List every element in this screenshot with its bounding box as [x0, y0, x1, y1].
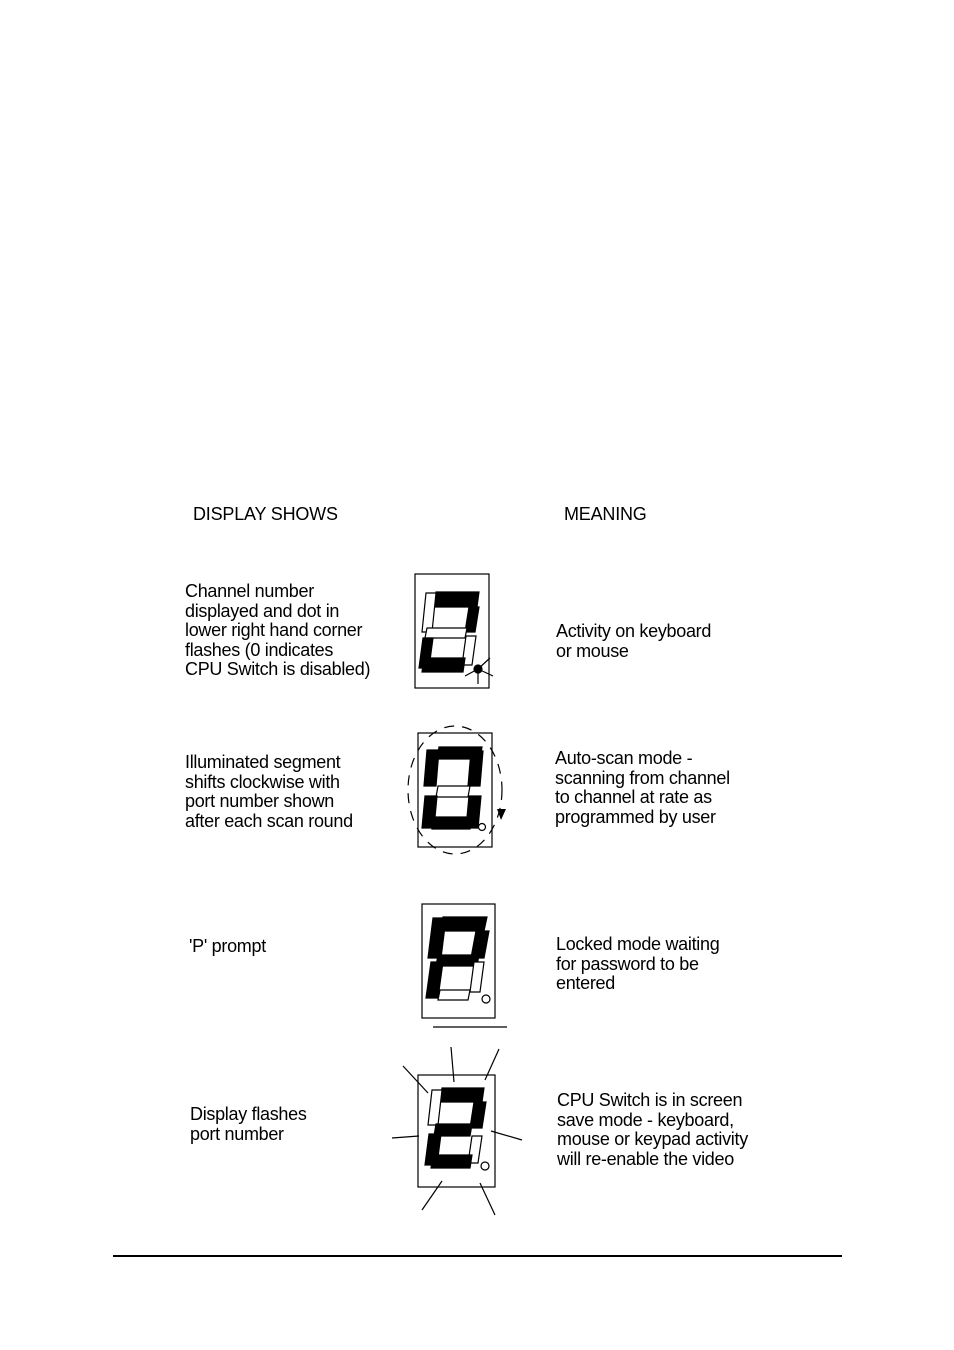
footer-rule	[113, 1255, 842, 1257]
row-3-display-text: 'P' prompt	[189, 936, 266, 956]
row-4-display-text: Display flashes port number	[190, 1104, 307, 1144]
display-figure-screen-save	[392, 1047, 522, 1215]
row-1-meaning-text: Activity on keyboard or mouse	[556, 621, 712, 661]
display-figure-activity	[415, 574, 493, 688]
row-2-display-text: Illuminated segment shifts clockwise with port number shown after each scan round	[185, 752, 353, 831]
display-figure-p-prompt	[422, 904, 507, 1027]
row-1-display-text: Channel number displayed and dot in lower right hand corner flashes (0 indicates CPU Switch is disabled)	[185, 581, 371, 679]
row-4-meaning-text: CPU Switch is in screen save mode - keyboard, mouse or keypad activity will re-enable the video	[557, 1090, 748, 1169]
header-meaning: MEANING	[564, 504, 647, 524]
header-display-shows: DISPLAY SHOWS	[193, 504, 338, 524]
row-2-meaning-text: Auto-scan mode - scanning from channel to channel at rate as programmed by user	[555, 748, 730, 827]
row-3-meaning-text: Locked mode waiting for password to be entered	[556, 934, 720, 993]
display-figure-autoscan	[408, 726, 506, 854]
